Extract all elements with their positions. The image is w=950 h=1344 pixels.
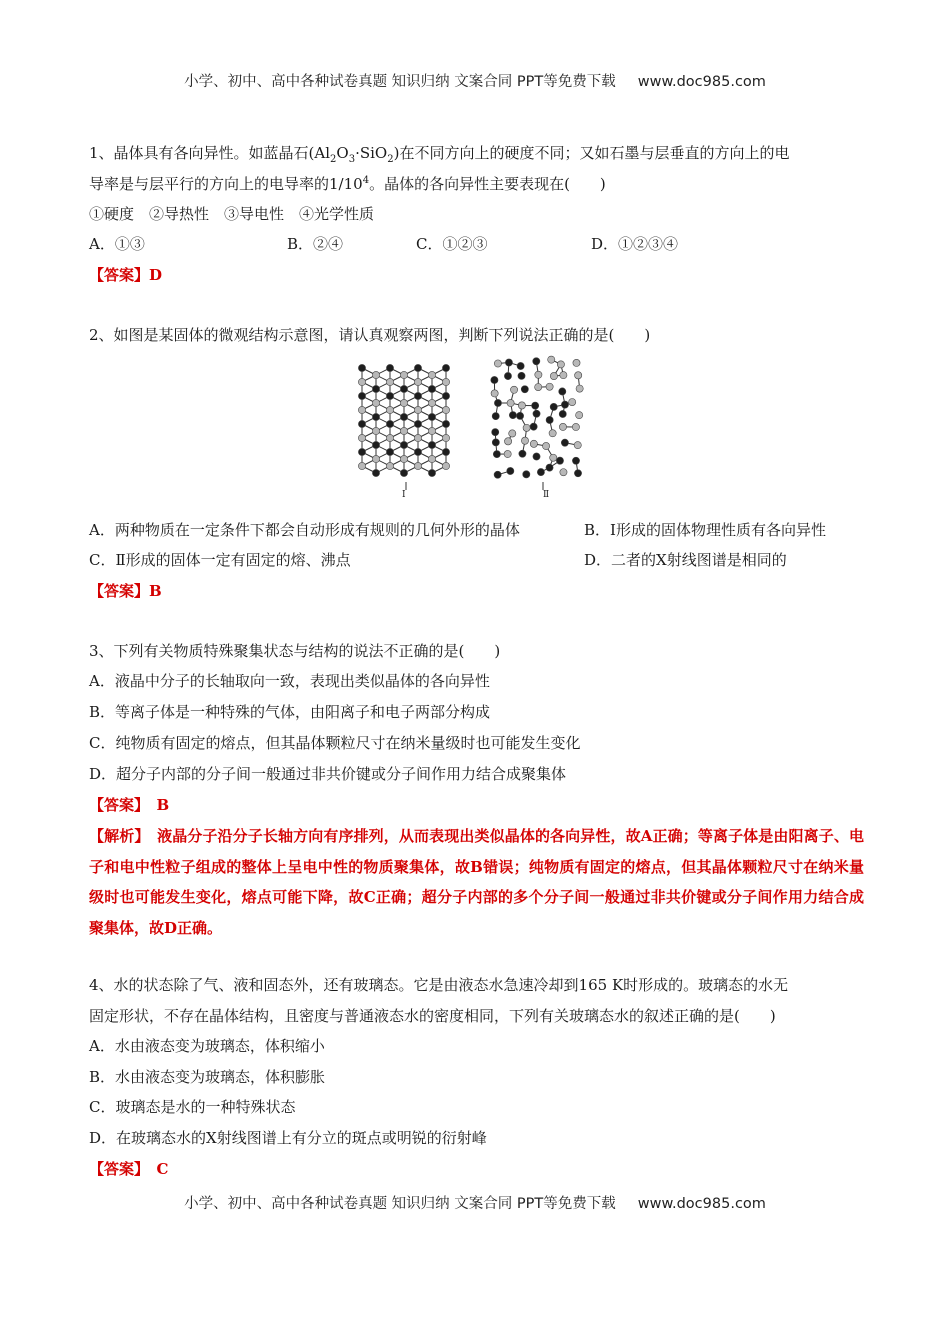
lattice-atom	[358, 378, 365, 385]
amorphous-structure-figure	[490, 355, 590, 490]
lattice-atom	[386, 364, 393, 371]
q1-stem-line1	[89, 143, 789, 163]
q4-option-b: B．水由液态变为玻璃态，体积膨胀	[89, 1068, 326, 1086]
amorphous-atom	[560, 469, 567, 476]
lattice-atom	[428, 427, 435, 434]
lattice-atom	[442, 364, 449, 371]
q4-option-c: C．玻璃态是水的一种特殊状态	[89, 1098, 296, 1116]
lattice-atom	[414, 364, 421, 371]
lattice-atom	[442, 420, 449, 427]
lattice-atom	[428, 385, 435, 392]
amorphous-atom	[532, 402, 539, 409]
lattice-atom	[372, 413, 379, 420]
lattice-atom	[400, 441, 407, 448]
amorphous-atom	[559, 410, 566, 417]
amorphous-atom	[517, 362, 524, 369]
lattice-atom	[400, 455, 407, 462]
q1-stem-line2	[89, 174, 606, 194]
amorphous-atom	[504, 438, 511, 445]
footer-site-link[interactable]: www.doc985.com	[637, 1196, 766, 1212]
amorphous-atom	[494, 399, 501, 406]
lattice-atom	[400, 385, 407, 392]
lattice-atom	[400, 469, 407, 476]
lattice-atom	[442, 448, 449, 455]
amorphous-atom	[542, 442, 549, 449]
header-site-link[interactable]: www.doc985.com	[637, 74, 766, 90]
q4-stem-line1: 4、水的状态除了气、液和固态外，还有玻璃态。它是由液态水急速冷却到165 K时形成的。玻璃态的水无	[89, 976, 789, 994]
q3-option-d: D．超分子内部的分子间一般通过非共价键或分子间作用力结合成聚集体	[89, 765, 567, 783]
amorphous-atom	[561, 401, 568, 408]
amorphous-atom	[549, 430, 556, 437]
q2-answer: 【答案】B	[89, 582, 162, 600]
lattice-atom	[442, 406, 449, 413]
footer-text: 小学、初中、高中各种试卷真题 知识归纳 文案合同 PPT等免费下载	[184, 1196, 616, 1212]
amorphous-atom	[505, 359, 512, 366]
amorphous-atom	[510, 386, 517, 393]
lattice-atom	[386, 406, 393, 413]
lattice-atom	[372, 399, 379, 406]
amorphous-atom	[521, 437, 528, 444]
q4-stem-line2: 固定形状，不存在晶体结构，且密度与普通液态水的密度相同，下列有关玻璃态水的叙述正确的是( )	[89, 1007, 776, 1025]
amorphous-atom	[516, 412, 523, 419]
q3-answer: 【答案】 B	[89, 796, 170, 814]
amorphous-atom	[533, 358, 540, 365]
amorphous-atom	[574, 442, 581, 449]
lattice-atom	[372, 441, 379, 448]
amorphous-atom	[546, 416, 553, 423]
lattice-atom	[414, 406, 421, 413]
amorphous-atom	[523, 424, 530, 431]
q1-sup: 4	[362, 175, 370, 186]
lattice-atom	[442, 392, 449, 399]
lattice-atom	[428, 371, 435, 378]
q1-option-a: A．①③	[89, 235, 145, 253]
q1-option-c: C．①②③	[416, 235, 488, 253]
amorphous-atom	[557, 361, 564, 368]
page-header	[0, 70, 950, 91]
q3-stem: 3、下列有关物质特殊聚集状态与结构的说法不正确的是( )	[89, 642, 501, 660]
amorphous-atom	[550, 403, 557, 410]
q1-sub1: 2	[330, 154, 337, 165]
lattice-atom	[358, 462, 365, 469]
lattice-atom	[414, 378, 421, 385]
header-text: 小学、初中、高中各种试卷真题 知识归纳 文案合同 PPT等免费下载	[184, 74, 616, 90]
amorphous-atom	[537, 468, 544, 475]
q1-sub3: 2	[387, 154, 394, 165]
amorphous-atom	[504, 450, 511, 457]
q1-option-d: D．①②③④	[591, 235, 679, 253]
lattice-atom	[400, 413, 407, 420]
amorphous-atom	[523, 471, 530, 478]
lattice-atom	[442, 462, 449, 469]
q1-text-c: 导率是与层平行的方向上的电导率的1/10	[89, 175, 363, 193]
lattice-atom	[400, 399, 407, 406]
amorphous-atom	[574, 470, 581, 477]
figure-label-2: Ⅱ	[543, 490, 550, 500]
lattice-atom	[358, 448, 365, 455]
lattice-atom	[372, 385, 379, 392]
q1-text-d: 。晶体的各向异性主要表现在( )	[369, 175, 606, 193]
q2-option-d: D．二者的X射线图谱是相同的	[584, 551, 787, 569]
q1-mid2: ·SiO	[355, 144, 388, 162]
lattice-atom	[428, 413, 435, 420]
amorphous-atom	[530, 423, 537, 430]
amorphous-atom	[492, 439, 499, 446]
lattice-atom	[428, 469, 435, 476]
amorphous-atom	[521, 386, 528, 393]
amorphous-atom	[519, 450, 526, 457]
crystal-structure-figure	[356, 360, 456, 490]
amorphous-atom	[518, 402, 525, 409]
lattice-atom	[414, 434, 421, 441]
amorphous-atom	[535, 371, 542, 378]
amorphous-atom	[491, 390, 498, 397]
amorphous-atom	[550, 454, 557, 461]
amorphous-atom	[509, 412, 516, 419]
amorphous-atom	[533, 410, 540, 417]
q3-option-b: B．等离子体是一种特殊的气体，由阳离子和电子两部分构成	[89, 703, 491, 721]
amorphous-atom	[556, 457, 563, 464]
q1-option-b: B．②④	[287, 235, 344, 253]
q4-option-a: A．水由液态变为玻璃态，体积缩小	[89, 1037, 325, 1055]
lattice-atom	[414, 392, 421, 399]
amorphous-atom	[550, 372, 557, 379]
amorphous-atom	[518, 372, 525, 379]
amorphous-atom	[569, 398, 576, 405]
lattice-atom	[372, 427, 379, 434]
lattice-atom	[358, 406, 365, 413]
q1-text-a: 1、晶体具有各向异性。如蓝晶石(Al	[89, 144, 331, 162]
lattice-atom	[372, 455, 379, 462]
amorphous-atom	[572, 423, 579, 430]
amorphous-atom	[561, 439, 568, 446]
amorphous-atom	[535, 383, 542, 390]
amorphous-atom	[548, 356, 555, 363]
q1-text-b: )在不同方向上的硬度不同；又如石墨与层垂直的方向上的电	[393, 144, 790, 162]
lattice-atom	[386, 462, 393, 469]
q3-option-c: C．纯物质有固定的熔点，但其晶体颗粒尺寸在纳米量级时也可能发生变化	[89, 734, 581, 752]
amorphous-atom	[560, 372, 567, 379]
amorphous-atom	[494, 471, 501, 478]
lattice-atom	[400, 427, 407, 434]
q2-option-c: C．Ⅱ形成的固体一定有固定的熔、沸点	[89, 551, 351, 569]
lattice-atom	[414, 448, 421, 455]
lattice-atom	[428, 455, 435, 462]
lattice-atom	[442, 378, 449, 385]
amorphous-atom	[507, 399, 514, 406]
lattice-atom	[386, 434, 393, 441]
amorphous-atom	[575, 372, 582, 379]
lattice-atom	[386, 420, 393, 427]
amorphous-atom	[492, 413, 499, 420]
q1-answer: 【答案】D	[89, 266, 163, 284]
lattice-atom	[400, 371, 407, 378]
amorphous-atom	[533, 453, 540, 460]
amorphous-atom	[546, 464, 553, 471]
amorphous-atom	[559, 423, 566, 430]
lattice-atom	[358, 392, 365, 399]
q2-option-a: A．两种物质在一定条件下都会自动形成有规则的几何外形的晶体	[89, 521, 520, 539]
amorphous-atom	[494, 360, 501, 367]
lattice-atom	[428, 441, 435, 448]
lattice-atom	[442, 434, 449, 441]
q4-option-d: D．在玻璃态水的X射线图谱上有分立的斑点或明锐的衍射峰	[89, 1129, 487, 1147]
page-footer	[0, 1192, 950, 1213]
lattice-atom	[386, 378, 393, 385]
q2-option-b: B．Ⅰ形成的固体物理性质有各向异性	[584, 521, 826, 539]
amorphous-atom	[509, 430, 516, 437]
amorphous-atom	[546, 383, 553, 390]
lattice-atom	[372, 371, 379, 378]
lattice-atom	[414, 462, 421, 469]
lattice-atom	[428, 399, 435, 406]
lattice-atom	[358, 420, 365, 427]
lattice-atom	[386, 448, 393, 455]
amorphous-atom	[576, 412, 583, 419]
amorphous-atom	[504, 372, 511, 379]
q3-explanation: 【解析】 液晶分子沿分子长轴方向有序排列，从而表现出类似晶体的各向异性，故A正确；等离子体是由阳离子、电子和电中性粒子组成的整体上呈电中性的物质聚集体，故B错误；纯物质有固定的熔点，但其晶体颗粒尺寸在纳米量级时也可能发生变化，熔点可能下降，故C正确；超分子内部的多个分子间一般通过非共价键或分子间作用力结合成聚集体，故D正确。	[89, 827, 864, 937]
q2-stem: 2、如图是某固体的微观结构示意图，请认真观察两图，判断下列说法正确的是( )	[89, 326, 651, 344]
q1-mid1: O	[336, 144, 349, 162]
q1-items: ①硬度 ②导热性 ③导电性 ④光学性质	[89, 205, 375, 223]
amorphous-atom	[507, 467, 514, 474]
figure-label-1: Ⅰ	[402, 490, 406, 500]
q1-sub2: 3	[348, 154, 356, 165]
q3-option-a: A．液晶中分子的长轴取向一致，表现出类似晶体的各向异性	[89, 672, 490, 690]
lattice-atom	[372, 469, 379, 476]
amorphous-atom	[493, 451, 500, 458]
lattice-atom	[358, 434, 365, 441]
lattice-atom	[414, 420, 421, 427]
amorphous-atom	[491, 376, 498, 383]
amorphous-atom	[572, 457, 579, 464]
lattice-atom	[358, 364, 365, 371]
amorphous-atom	[559, 388, 566, 395]
q4-answer: 【答案】 C	[89, 1160, 169, 1178]
amorphous-atom	[576, 385, 583, 392]
amorphous-atom	[530, 440, 537, 447]
lattice-atom	[386, 392, 393, 399]
amorphous-atom	[573, 359, 580, 366]
amorphous-atom	[492, 429, 499, 436]
